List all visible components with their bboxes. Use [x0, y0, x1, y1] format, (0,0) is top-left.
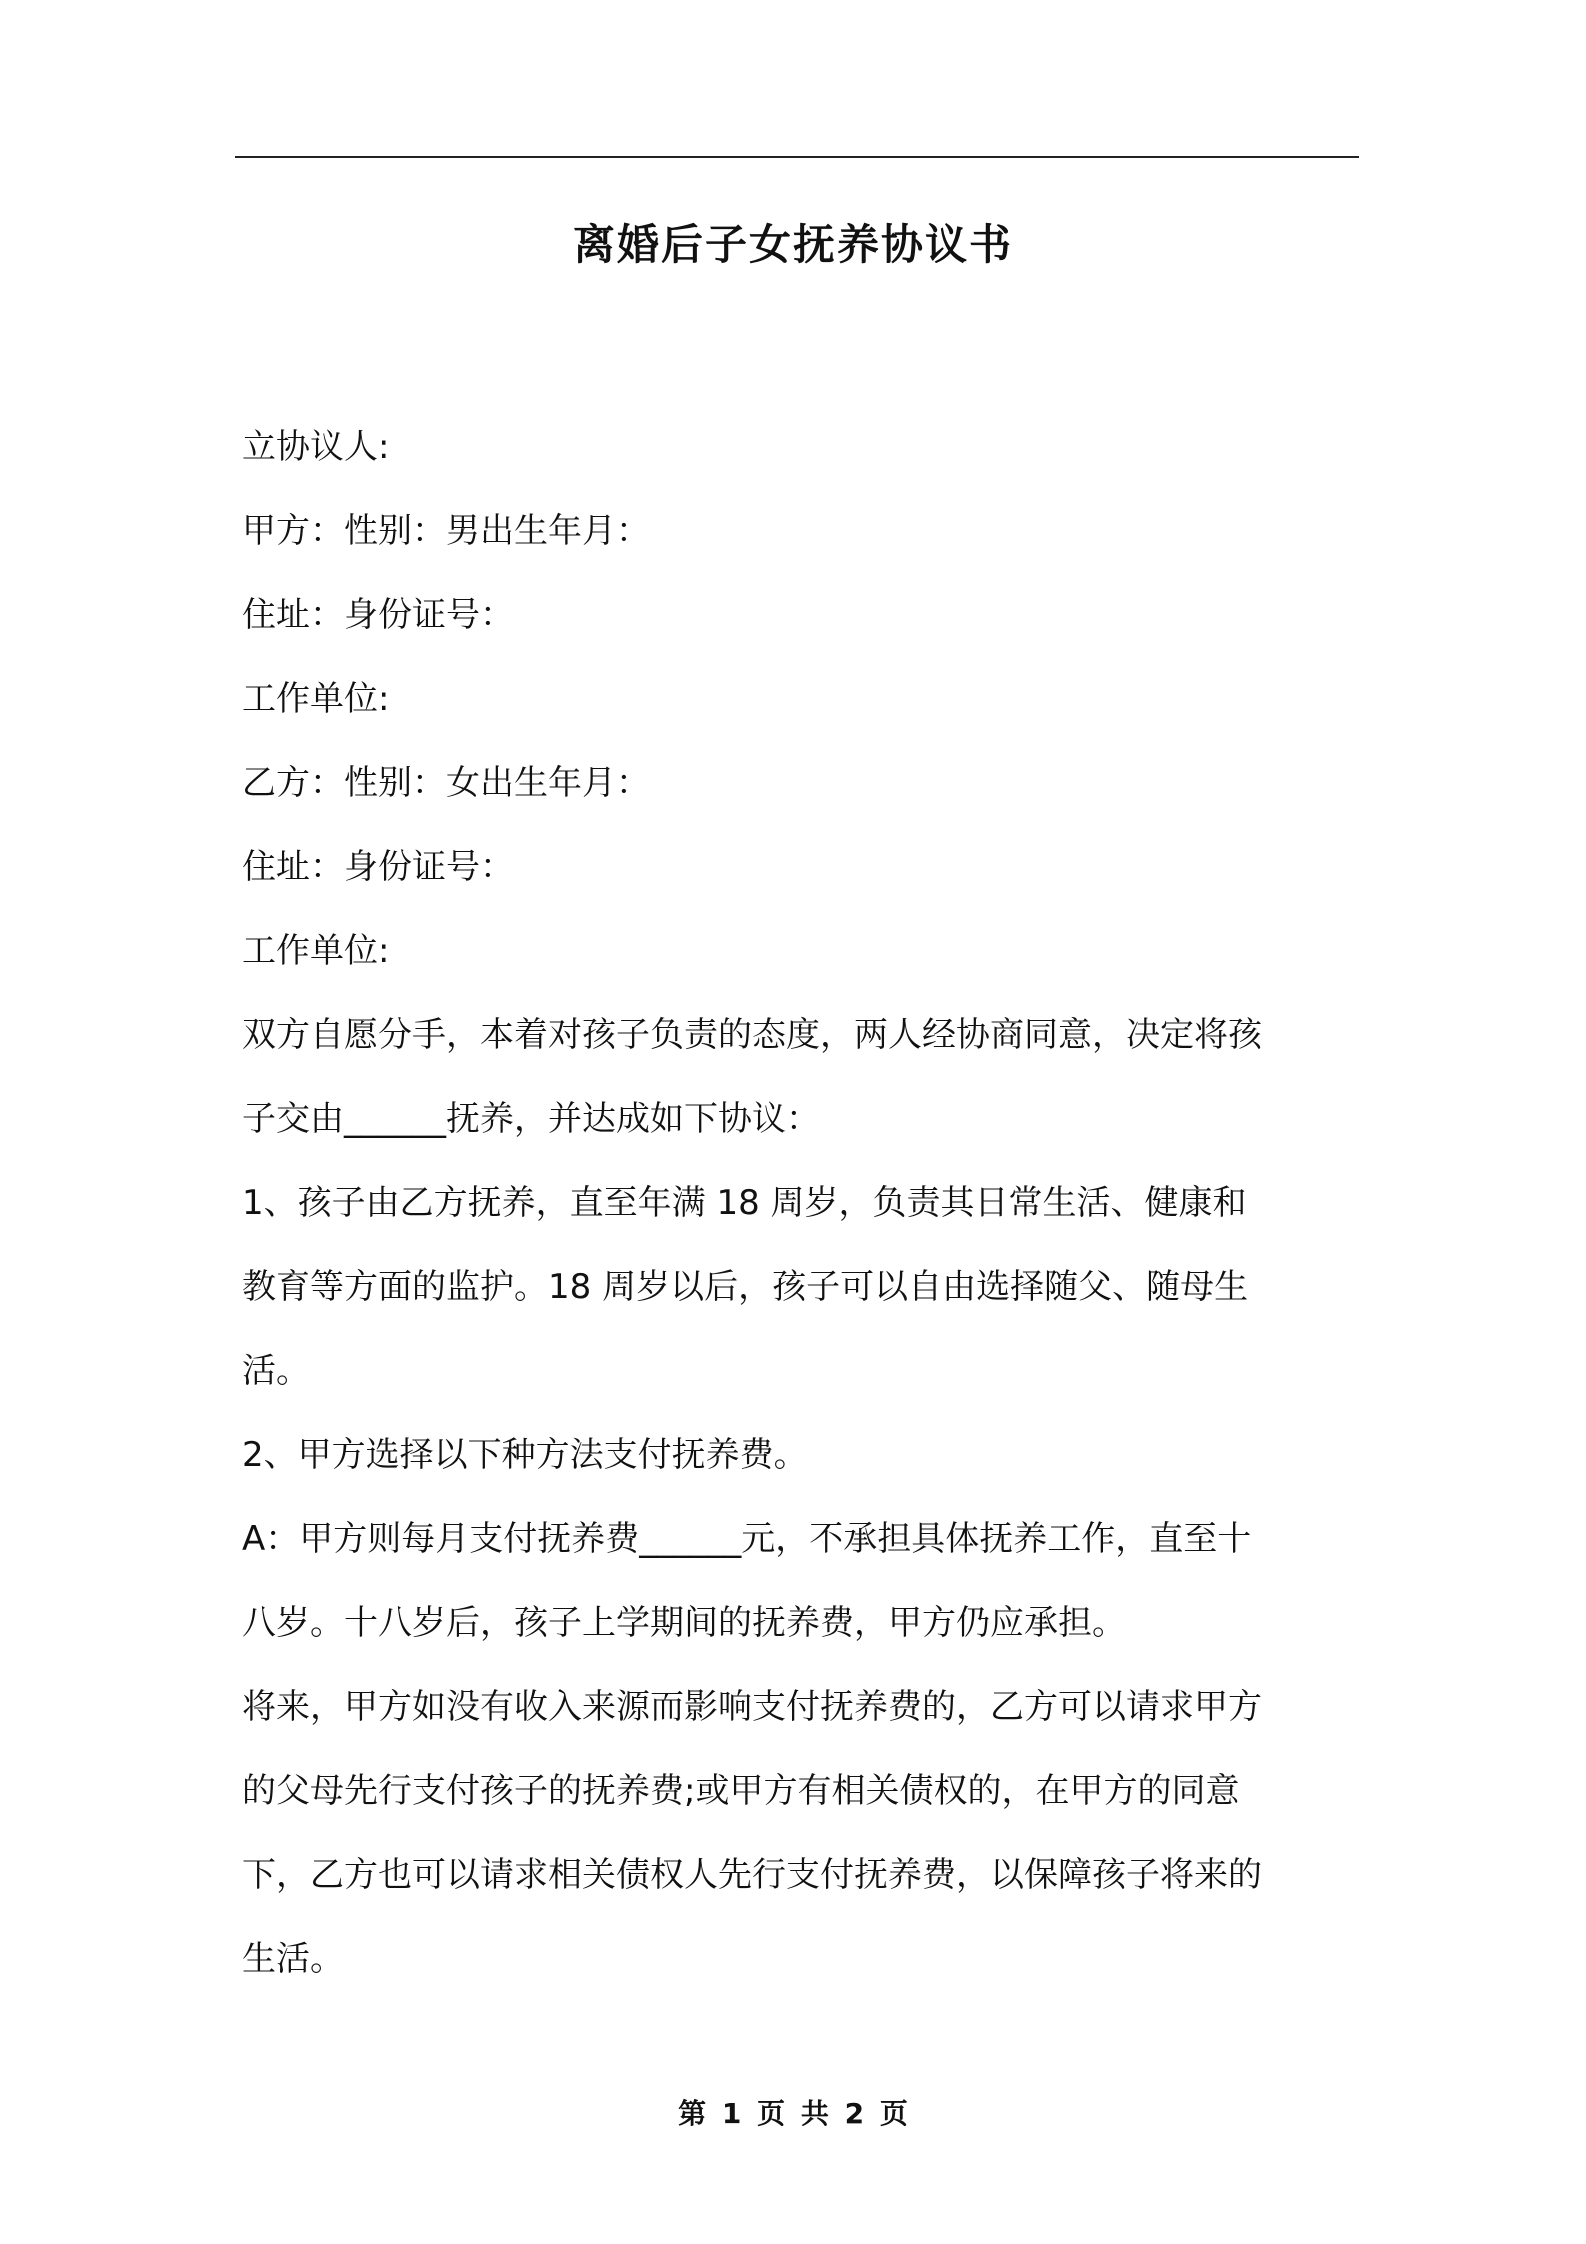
- body-line: 住址：身份证号：: [242, 595, 514, 635]
- body-line: 的父母先行支付孩子的抚养费;或甲方有相关债权的，在甲方的同意: [242, 1771, 1240, 1811]
- body-line: 住址：身份证号：: [242, 847, 514, 887]
- body-line: 教育等方面的监护。18 周岁以后，孩子可以自由选择随父、随母生: [242, 1267, 1249, 1307]
- page-number-footer: 第 1 页 共 2 页: [678, 2097, 908, 2130]
- body-line: 双方自愿分手，本着对孩子负责的态度，两人经协商同意，决定将孩: [242, 1015, 1262, 1055]
- header-rule: [235, 156, 1359, 158]
- body-line: 立协议人:: [242, 427, 390, 467]
- body-line: 甲方：性别：男出生年月：: [242, 511, 650, 551]
- document-body: [242, 405, 1358, 2001]
- body-line: 工作单位:: [242, 679, 390, 719]
- body-line: A：甲方则每月支付抚养费______元，不承担具体抚养工作，直至十: [242, 1519, 1252, 1559]
- body-line: 将来，甲方如没有收入来源而影响支付抚养费的，乙方可以请求甲方: [242, 1687, 1262, 1727]
- body-line: 工作单位:: [242, 931, 390, 971]
- body-line: 八岁。十八岁后，孩子上学期间的抚养费，甲方仍应承担。: [242, 1603, 1126, 1643]
- body-line: 乙方：性别：女出生年月：: [242, 763, 650, 803]
- body-line: 生活。: [242, 1939, 344, 1979]
- document-title: 离婚后子女抚养协议书: [572, 220, 1013, 269]
- body-line: 2、甲方选择以下种方法支付抚养费。: [242, 1435, 808, 1475]
- body-line: 活。: [242, 1351, 310, 1391]
- body-line: 1、孩子由乙方抚养，直至年满 18 周岁，负责其日常生活、健康和: [242, 1183, 1247, 1223]
- body-line: 下，乙方也可以请求相关债权人先行支付抚养费，以保障孩子将来的: [242, 1855, 1262, 1895]
- body-line: 子交由______抚养，并达成如下协议：: [242, 1099, 820, 1139]
